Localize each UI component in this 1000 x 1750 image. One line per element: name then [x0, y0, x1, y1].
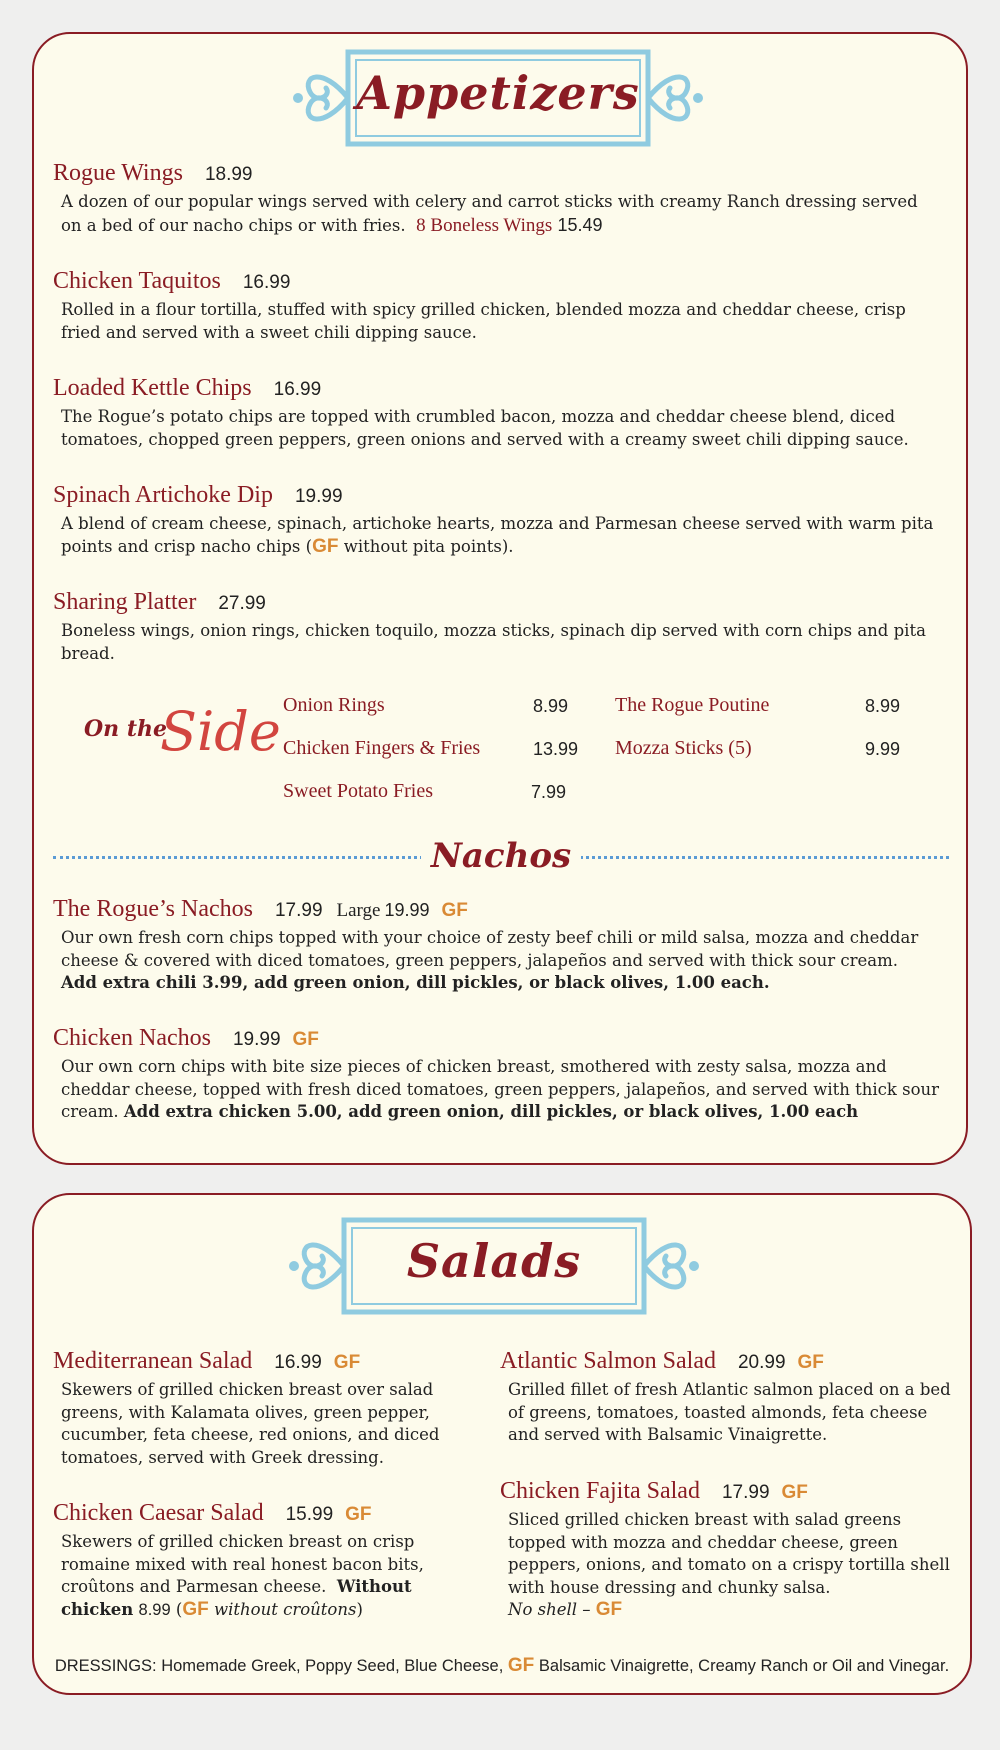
item-price: 15.99	[285, 1504, 334, 1525]
item-name: Sharing Platter	[53, 589, 197, 615]
nachos-divider	[53, 836, 949, 876]
without-chicken-price: 8.99	[138, 1600, 171, 1619]
item-name: Rogue Wings	[53, 160, 183, 186]
item-description	[61, 1531, 471, 1621]
item-description	[61, 513, 941, 558]
nachos-title-text: Nachos	[421, 836, 581, 876]
large-label: Large	[336, 900, 381, 921]
side-item-sweet-potato-fries: Sweet Potato Fries	[283, 780, 433, 802]
item-description: Rolled in a flour tortilla, stuffed with spicy grilled chicken, blended mozza and cheddar cheese, crisp fried and served with a sweet chili dipping sauce.	[61, 300, 906, 342]
side-price-chicken-fingers: 13.99	[533, 739, 579, 759]
addon-text: Add extra chicken 5.00, add green onion, dill pickles, or black olives, 1.00 each	[123, 1102, 859, 1121]
item-price: 18.99	[204, 164, 253, 185]
side-price-rogue-poutine: 8.99	[865, 696, 901, 716]
dressings-text-b: Balsamic Vinaigrette, Creamy Ranch or Oil and Vinegar.	[538, 1657, 950, 1675]
item-description	[61, 191, 941, 237]
description-text: Our own corn chips with bite size pieces of chicken breast, smothered with zesty salsa, mozza and cheddar cheese, topped with fresh diced tomatoes, green peppers, jalapeños, and served with thick sour cream.	[61, 1057, 940, 1121]
side-item-mozza-sticks: Mozza Sticks (5)	[615, 737, 752, 759]
side-price-sweet-potato-fries: 7.99	[531, 782, 567, 802]
paren-open: (	[175, 1599, 183, 1619]
gf-badge: GF	[797, 1352, 824, 1373]
boneless-wings-price: 15.49	[557, 214, 603, 235]
item-name: Chicken Taquitos	[53, 268, 221, 294]
item-price: 16.99	[273, 379, 322, 400]
dressings-line	[32, 1655, 972, 1677]
gf-badge: GF	[507, 1655, 535, 1676]
item-name: Atlantic Salmon Salad	[500, 1348, 716, 1374]
gf-badge: GF	[182, 1598, 209, 1620]
menu-item-loaded-kettle-chips	[53, 375, 933, 451]
nachos-title	[53, 836, 949, 876]
without-croutons-note: without croûtons	[214, 1599, 357, 1619]
menu-item-spinach-artichoke-dip	[53, 482, 933, 558]
menu-item-rogues-nachos	[53, 896, 933, 995]
item-name: Mediterranean Salad	[53, 1348, 253, 1374]
on-the-side-title	[82, 700, 282, 780]
item-description: The Rogue’s potato chips are topped with crumbled bacon, mozza and cheddar cheese blend, diced tomatoes, chopped green peppers, green onions and served with a creamy sweet chili dipping sauce.	[61, 407, 909, 449]
item-description	[508, 1509, 958, 1622]
paren-close: )	[356, 1599, 363, 1619]
side-price-mozza-sticks: 9.99	[865, 739, 901, 759]
item-description: Boneless wings, onion rings, chicken toquilo, mozza sticks, spinach dip served with corn chips and pita bread.	[61, 621, 926, 663]
item-name: Chicken Fajita Salad	[500, 1478, 700, 1504]
item-name: The Rogue’s Nachos	[53, 896, 253, 922]
without-chicken-label: Without chicken	[61, 1577, 412, 1619]
item-price: 19.99	[232, 1029, 281, 1050]
item-name: Chicken Nachos	[53, 1025, 211, 1051]
addon-text: Add extra chili 3.99, add green onion, dill pickles, or black olives, 1.00 each.	[61, 973, 770, 992]
item-price: 17.99	[274, 900, 323, 921]
item-description	[61, 1056, 941, 1124]
gf-badge: GF	[781, 1482, 808, 1503]
side-item-chicken-fingers: Chicken Fingers & Fries	[283, 737, 481, 759]
description-text-after: without pita points).	[338, 536, 514, 556]
no-shell-label: No shell –	[508, 1600, 591, 1619]
menu-item-chicken-taquitos	[53, 268, 933, 344]
gf-badge: GF	[595, 1599, 623, 1620]
item-description: Skewers of grilled chicken breast over salad greens, with Kalamata olives, green pepper, cucumber, feta cheese, red onions, and diced tomatoes, served with Greek dressing.	[61, 1380, 440, 1467]
description-text: A dozen of our popular wings served with celery and carrot sticks with creamy Ranch dressing served on a bed of our nacho chips or with fries.	[61, 192, 918, 235]
side-item-onion-rings: Onion Rings	[283, 694, 385, 716]
side-item-rogue-poutine: The Rogue Poutine	[615, 694, 770, 716]
menu-item-chicken-fajita-salad	[500, 1478, 960, 1622]
menu-item-rogue-wings	[53, 160, 933, 237]
item-description: Grilled fillet of fresh Atlantic salmon placed on a bed of greens, tomatoes, toasted almonds, feta cheese and served with Balsamic Vinaigrette.	[508, 1380, 951, 1444]
on-the-side-title-a: On the	[84, 716, 167, 742]
menu-item-mediterranean-salad	[53, 1348, 473, 1469]
gf-badge: GF	[292, 1029, 319, 1050]
gf-badge: GF	[345, 1504, 372, 1525]
description-text: Skewers of grilled chicken breast on crisp romaine mixed with real honest bacon bits, croûtons and Parmesan cheese.	[61, 1532, 424, 1596]
dressings-text-a: DRESSINGS: Homemade Greek, Poppy Seed, Blue Cheese,	[54, 1657, 504, 1675]
item-name: Spinach Artichoke Dip	[53, 482, 273, 508]
item-price: 17.99	[721, 1482, 770, 1503]
description-text: A blend of cream cheese, spinach, artichoke hearts, mozza and Parmesan cheese served with warm pita points and crisp nacho chips (	[61, 514, 934, 556]
appetizers-title: Appetizers	[356, 66, 640, 120]
item-price: 20.99	[737, 1352, 786, 1373]
menu-item-chicken-nachos	[53, 1025, 940, 1124]
appetizers-banner	[292, 46, 704, 150]
boneless-wings-label: 8 Boneless Wings	[416, 214, 553, 236]
item-price: 27.99	[218, 593, 266, 614]
gf-badge: GF	[333, 1352, 361, 1373]
item-price: 19.99	[294, 486, 343, 507]
menu-item-atlantic-salmon-salad	[500, 1348, 960, 1447]
description-text: Sliced grilled chicken breast with salad greens topped with mozza and cheddar cheese, green peppers, onions, and tomato on a crispy tortilla shell with house dressing and chunky salsa.	[508, 1510, 950, 1597]
item-name: Loaded Kettle Chips	[53, 375, 252, 401]
item-price: 16.99	[274, 1352, 322, 1373]
salads-banner	[288, 1214, 700, 1318]
description-text: Our own fresh corn chips topped with your choice of zesty beef chili or mild salsa, mozza and cheddar cheese & covered with diced tomatoes, green peppers, jalapeños and served with thick sour cream.	[61, 928, 919, 970]
side-price-onion-rings: 8.99	[533, 696, 569, 716]
on-the-side-title-b: Side	[160, 700, 281, 763]
item-name: Chicken Caesar Salad	[53, 1500, 264, 1526]
large-price: 19.99	[384, 900, 430, 920]
menu-item-chicken-caesar-salad	[53, 1500, 473, 1621]
item-description	[61, 927, 941, 995]
gf-badge: GF	[441, 900, 468, 921]
salads-title: Salads	[406, 1234, 582, 1288]
menu-item-sharing-platter	[53, 589, 933, 665]
gf-badge: GF	[312, 535, 339, 557]
item-price: 16.99	[242, 272, 291, 293]
